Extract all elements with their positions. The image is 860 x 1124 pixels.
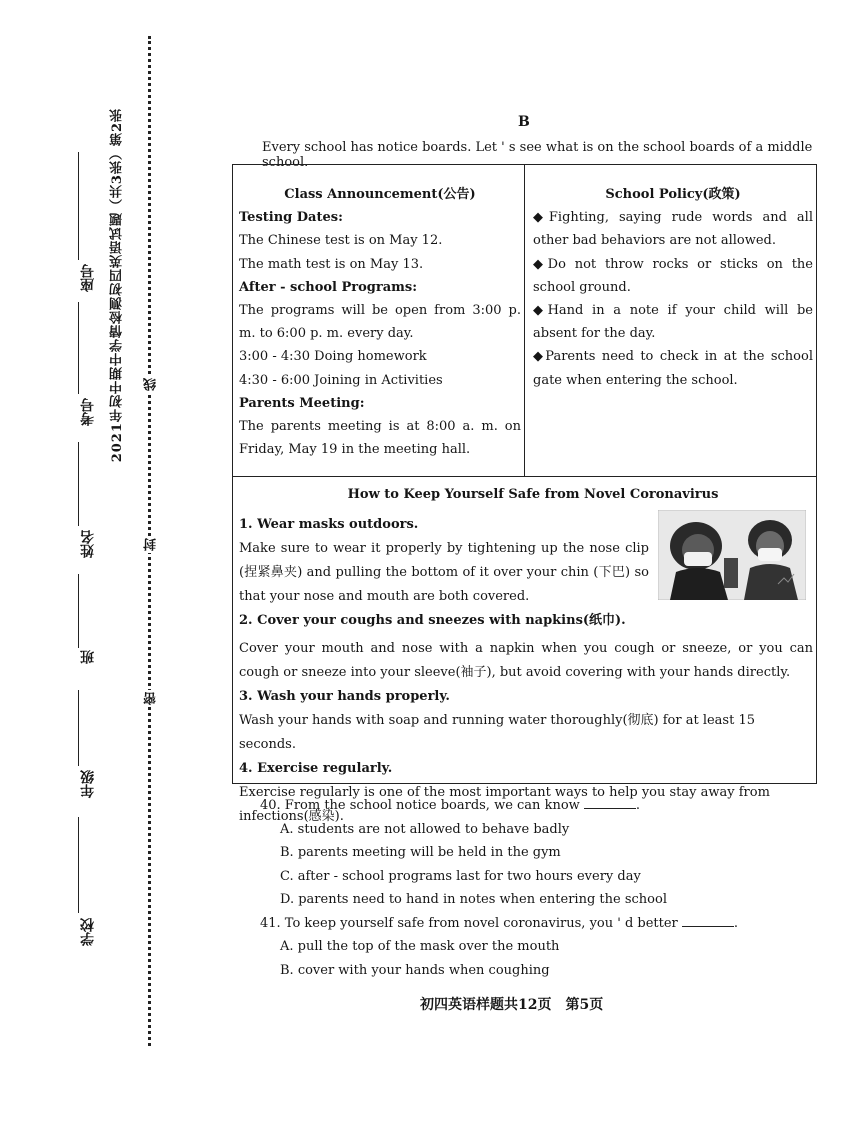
question-40-stem: 40. From the school notice boards, we can know: [260, 798, 580, 813]
seat-number-line: [78, 150, 79, 260]
option: D. parents need to hand in notes when entering the school: [280, 892, 667, 907]
meeting-title: Parents Meeting:: [239, 395, 365, 411]
meeting-text: The parents meeting is at 8:00 a. m. on Friday, May 19 in the meeting hall.: [239, 419, 521, 458]
tip-3-title: 3. Wash your hands properly.: [239, 689, 450, 704]
name-label: 姓名: [80, 530, 96, 558]
tip-1-title: 1. Wear masks outdoors.: [239, 517, 419, 532]
class-announcement: [239, 183, 521, 461]
option: A. pull the top of the mask over the mouth: [280, 939, 560, 954]
class-line: [78, 572, 79, 648]
tip-2-title: 2. Cover your coughs and sneezes with napkins(纸巾).: [239, 613, 626, 628]
answer-blank: [682, 916, 734, 927]
name-line: [78, 440, 79, 526]
school-field: [78, 918, 98, 946]
tip-1-text: Make sure to wear it properly by tightening up the nose clip (捏紧鼻夹) and pulling the bottom of it over your chin (下巴) so that your nose and mouth are both covered.: [239, 541, 649, 604]
exam-title: 2021年初中期中学情检测初四英语试题（共3张）第2张: [110, 108, 125, 463]
testing-date-chinese: The Chinese test is on May 12.: [239, 233, 443, 249]
question-40: [260, 794, 738, 818]
section-intro: Every school has notice boards. Let ' s see what is on the school boards of a middle school.: [262, 140, 813, 170]
option: C. after - school programs last for two hours every day: [280, 868, 641, 884]
tip-3-text: Wash your hands with soap and running water thoroughly(彻底) for at least 15 seconds.: [239, 713, 755, 752]
exam-number-field: [78, 398, 98, 426]
class-field: [78, 650, 98, 664]
questions: [260, 794, 738, 982]
seal-char-secret: 密: [144, 692, 159, 705]
grade-label: 年级: [80, 770, 96, 798]
policy-rule: ◆Parents need to check in at the school gate when entering the school.: [533, 349, 813, 388]
question-41: [260, 912, 738, 936]
page-footer: 初四英语样题共12页 第5页: [420, 997, 604, 1013]
option: B. cover with your hands when coughing: [280, 962, 550, 978]
class-announcement-heading: Class Announcement(公告): [284, 187, 476, 202]
policy-rule: ◆Fighting, saying rude words and all other bad behaviors are not allowed.: [533, 210, 813, 249]
school-line: [78, 815, 79, 913]
tip-4-text: Exercise regularly is one of the most important ways to help you stay away from infections(感染).: [239, 785, 770, 824]
name-field: [78, 530, 98, 558]
masked-people-photo: [658, 510, 806, 600]
grade-line: [78, 688, 79, 766]
board-vertical-divider: [524, 165, 525, 476]
grade-field: [78, 770, 98, 798]
school-policy-heading: School Policy(政策): [605, 187, 741, 202]
safety-title: How to Keep Yourself Safe from Novel Coronavirus: [347, 487, 719, 502]
seat-number-label: 座号: [80, 264, 96, 292]
option: B. parents meeting will be held in the gym: [280, 845, 561, 860]
board-horizontal-divider: [233, 476, 816, 477]
programs-title: After - school Programs:: [239, 279, 418, 295]
policy-rule: ◆Hand in a note if your child will be absent for the day.: [533, 303, 813, 342]
school-policy: [533, 183, 813, 392]
policy-rule: ◆Do not throw rocks or sticks on the school ground.: [533, 256, 813, 295]
seal-char-seal: 封: [144, 538, 159, 551]
question-41-stem-end: .: [733, 915, 739, 931]
exam-number-label: 考号: [80, 398, 96, 426]
section-letter: B: [518, 114, 530, 130]
exam-number-line: [78, 300, 79, 394]
seat-number-field: [78, 262, 98, 292]
programs-text: The programs will be open from 3:00 p. m. to 6:00 p. m. every day.: [239, 303, 521, 342]
schedule-activities: 4:30 - 6:00 Joining in Activities: [239, 372, 443, 388]
testing-date-math: The math test is on May 13.: [239, 256, 424, 272]
schedule-homework: 3:00 - 4:30 Doing homework: [239, 349, 427, 365]
binding-margin: [0, 0, 159, 1124]
question-41-stem: 41. To keep yourself safe from novel coronavirus, you ' d better: [260, 915, 678, 931]
class-label: 班: [80, 650, 96, 664]
seal-char-line: 线: [144, 378, 159, 391]
tip-2-text: Cover your mouth and nose with a napkin when you cough or sneeze, or you can cough or sneeze into your sleeve(袖子), but avoid covering with your hands directly.: [239, 641, 813, 680]
option: A. students are not allowed to behave badly: [280, 821, 570, 837]
tip-4-title: 4. Exercise regularly.: [239, 761, 393, 776]
answer-blank: [584, 798, 636, 809]
school-label: 学校: [80, 918, 96, 946]
testing-dates-title: Testing Dates:: [239, 210, 343, 226]
question-40-stem-end: .: [635, 798, 641, 813]
